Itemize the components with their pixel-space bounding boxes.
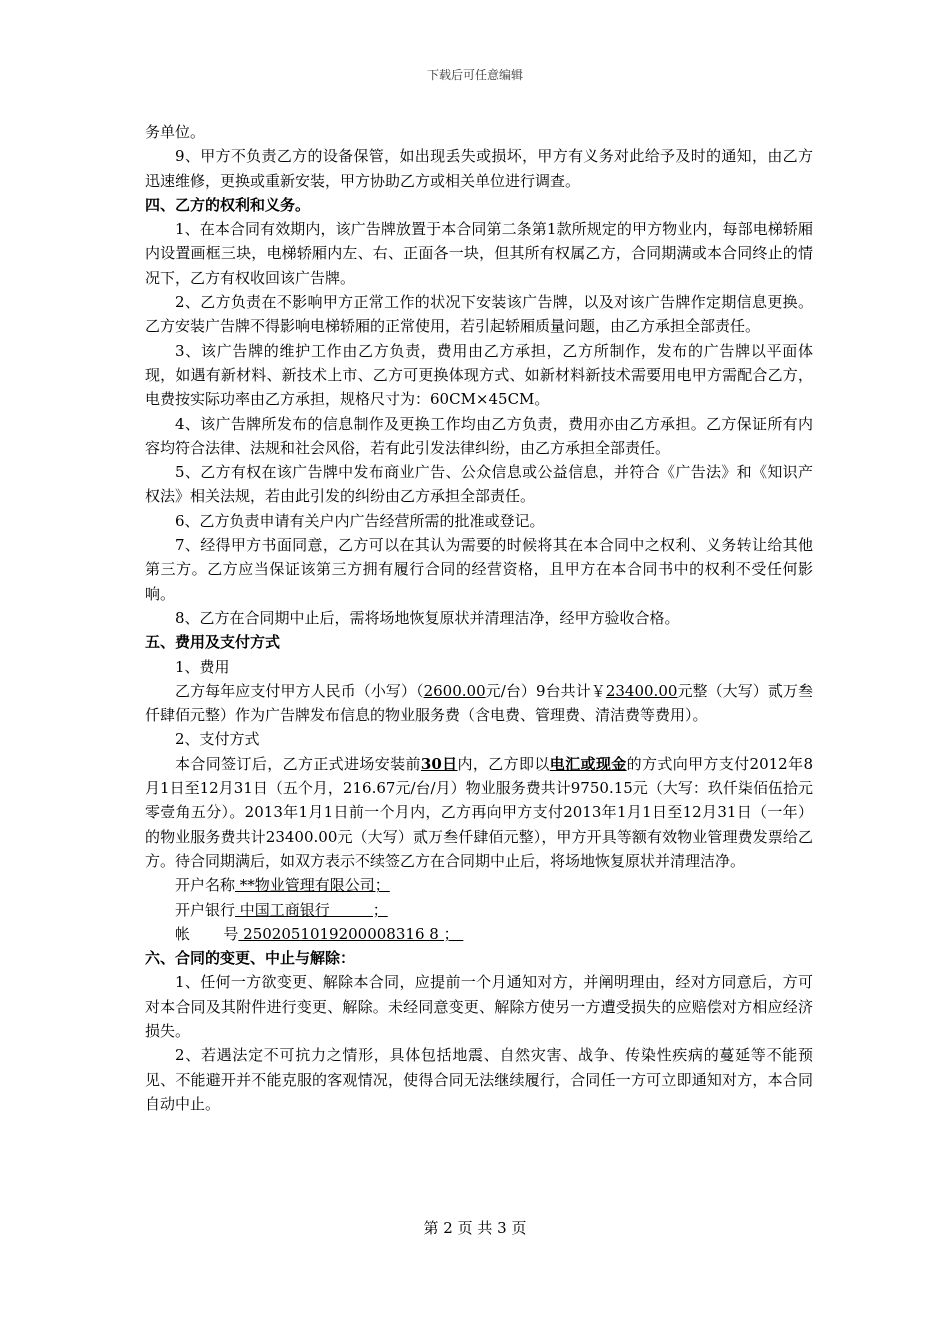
account-number-value: 2502051019200008316 8 ；	[238, 924, 464, 943]
payment-days: 30日	[420, 754, 458, 773]
section-heading: 四、乙方的权利和义务。	[145, 195, 311, 214]
fee-text-2: 元/台）9台共计￥	[485, 681, 606, 700]
payment-paragraph	[145, 752, 813, 873]
payment-text-3: 的方式向甲方支付2012年8月1日至12月31日（五个月，216.67元/台/月）物业服务费共计9750.15元（大写：玖仟柒佰伍拾元零壹角五分）。2013年1月1日前一个月内，乙方再向甲方支付2013年1月1日至12月31日（一年）的物业服务费共计23400.00元（大写）贰万叁仟肆佰元整），甲方开具等额有效物业管理费发票给乙方。待合同期满后，如双方表示不续签乙方在合同期中止后，将场地恢复原状并清理洁净。	[145, 754, 813, 870]
payment-text-2: 内，乙方即以	[457, 754, 550, 773]
section-6-item-2: 2、若遇法定不可抗力之情形，具体包括地震、自然灾害、战争、传染性疾病的蔓延等不能预见、不能避开并不能克服的客观情况，使得合同无法继续履行，合同任一方可立即通知对方，本合同自动中止。	[145, 1046, 813, 1113]
account-bank-value: 中国工商银行 ；	[235, 900, 388, 919]
account-name-label: 开户名称	[175, 876, 236, 895]
account-name-line	[145, 873, 813, 897]
paragraph: 1、费用	[175, 657, 230, 676]
account-number-line	[145, 922, 813, 946]
paragraph: 5、乙方有权在该广告牌中发布商业广告、公众信息或公益信息，并符合《广告法》和《知识产权法》相关法规，若由此引发的纠纷由乙方承担全部责任。	[145, 463, 813, 506]
paragraph: 8、乙方在合同期中止后，需将场地恢复原状并清理洁净，经甲方验收合格。	[175, 608, 680, 627]
paragraph-list	[145, 120, 813, 679]
payment-method: 电汇或现金	[549, 754, 627, 773]
account-bank-line	[145, 898, 813, 922]
fee-text-1: 乙方每年应支付甲方人民币（小写）（	[175, 681, 424, 700]
section-6-item-1: 1、任何一方欲变更、解除本合同，应提前一个月通知对方，并阐明理由，经对方同意后，方可对本合同及其附件进行变更、解除。未经同意变更、解除方使另一方遭受损失的应赔偿对方相应经济损失。	[145, 973, 813, 1040]
account-number-label: 帐 号	[175, 924, 239, 943]
paragraph: 1、在本合同有效期内，该广告牌放置于本合同第二条第1款所规定的甲方物业内，每部电梯轿厢内设置画框三块，电梯轿厢内左、右、正面各一块，但其所有权属乙方，合同期满或本合同终止的情况下，乙方有权收回该广告牌。	[145, 220, 813, 287]
paragraph: 务单位。	[145, 123, 206, 141]
paragraph: 7、经得甲方书面同意，乙方可以在其认为需要的时候将其在本合同中之权利、义务转让给其他第三方。乙方应当保证该第三方拥有履行合同的经营资格，且甲方在本合同书中的权利不受任何影响。	[145, 536, 813, 603]
section-6-title: 六、合同的变更、中止与解除：	[145, 949, 356, 968]
fee-unit-amount: 2600.00	[423, 681, 486, 700]
fee-text-3: 元整（大写）贰万叁仟肆佰元整）作为广告牌发布信息的物业服务费（含电费、管理费、清洁费等费用）。	[145, 681, 813, 725]
paragraph: 3、该广告牌的维护工作由乙方负责，费用由乙方承担，乙方所制作，发布的广告牌以平面体现，如遇有新材料、新技术上市、乙方可更换体现方式、如新材料新技术需要用电甲方需配合乙方，电费按实际功率由乙方承担，规格尺寸为：60CM×45CM。	[145, 341, 813, 409]
page-footer: 第 2 页 共 3 页	[423, 1219, 527, 1237]
payment-heading: 2、支付方式	[175, 730, 260, 749]
paragraph: 9、甲方不负责乙方的设备保管，如出现丢失或损坏，甲方有义务对此给予及时的通知，由乙方迅速维修，更换或重新安装，甲方协助乙方或相关单位进行调查。	[145, 147, 813, 190]
page-header: 下载后可任意编辑	[426, 68, 523, 82]
payment-text-1: 本合同签订后，乙方正式进场安装前	[175, 754, 421, 773]
section-heading: 五、费用及支付方式	[145, 633, 281, 652]
paragraph: 6、乙方负责申请有关户内广告经营所需的批准或登记。	[175, 511, 545, 530]
paragraph: 2、乙方负责在不影响甲方正常工作的状况下安装该广告牌，以及对该广告牌作定期信息更换。乙方安装广告牌不得影响电梯轿厢的正常使用，若引起轿厢质量问题，由乙方承担全部责任。	[145, 293, 813, 336]
account-name-value: **物业管理有限公司；	[235, 876, 390, 895]
paragraph: 4、该广告牌所发布的信息制作及更换工作均由乙方负责，费用亦由乙方承担。乙方保证所有内容均符合法律、法规和社会风俗，若有此引发法律纠纷，由乙方承担全部责任。	[145, 414, 813, 457]
account-bank-label: 开户银行	[175, 900, 236, 919]
fee-total-amount: 23400.00	[605, 681, 678, 700]
document-body	[145, 120, 813, 1116]
fee-paragraph	[145, 679, 813, 728]
